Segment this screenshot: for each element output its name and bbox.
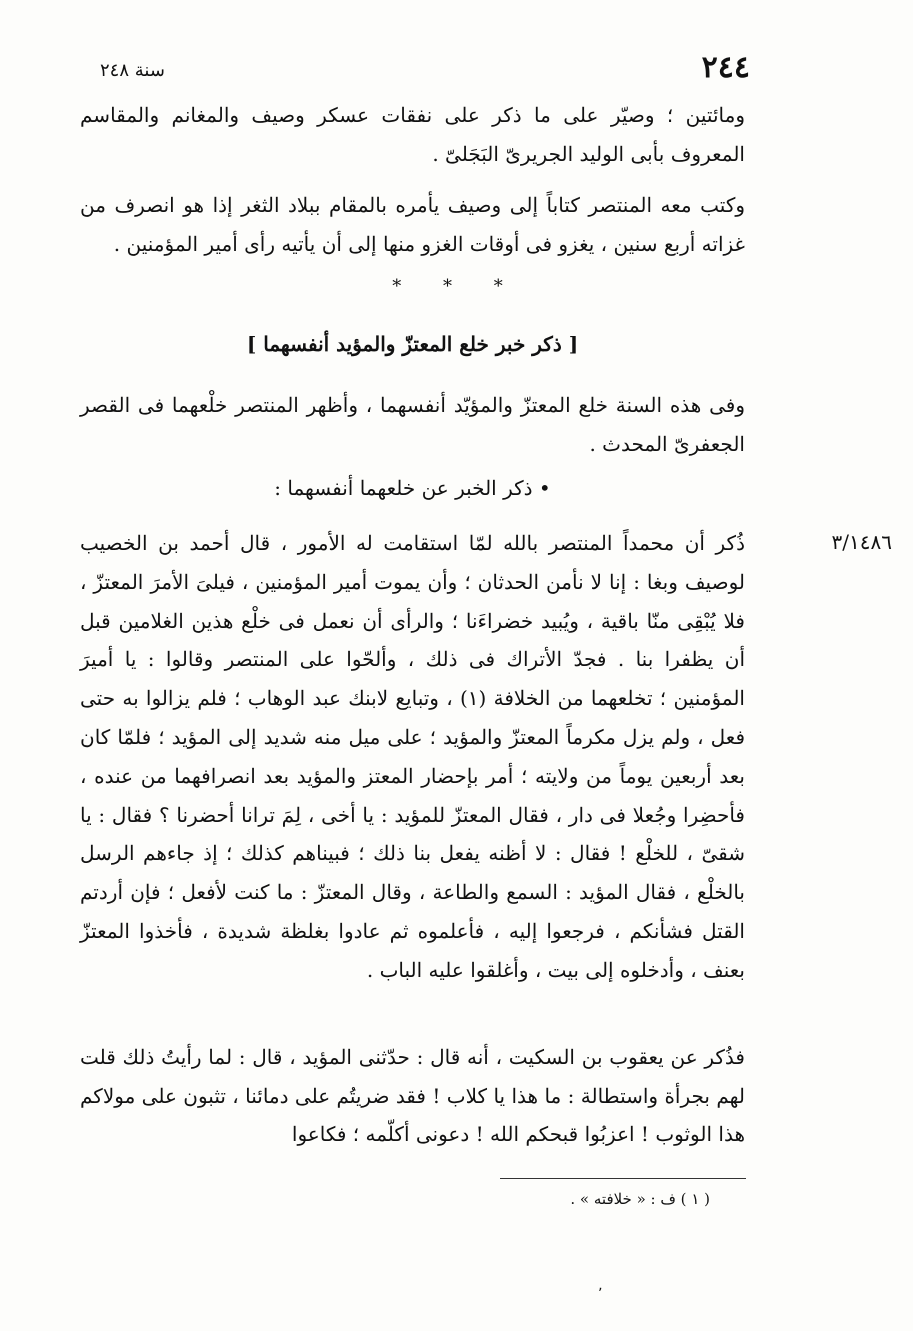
- paragraph-2: وكتب معه المنتصر كتاباً إلى وصيف يأمره بالمقام ببلاد الثغر إذا هو انصرف من غزاته أربع سنين ، يغزو فى أوقات الغزو منها إلى أن يأتيه رأى أمير المؤمنين .: [80, 193, 745, 256]
- paragraph-1: ومائتين ؛ وصيّر على ما ذكر على نفقات عسكر وصيف والمغانم والمقاسم المعروف بأبى الوليد الجريرىّ البَجَلىّ .: [80, 103, 745, 166]
- page-mark: ٬: [598, 1286, 603, 1302]
- footnote: ( ١ ) ف : « خلافته » .: [570, 1190, 710, 1208]
- subheading: • ذكر الخبر عن خلعهما أنفسهما :: [274, 476, 551, 500]
- running-header-year: سنة ٢٤٨: [100, 60, 165, 81]
- footnote-divider: [500, 1178, 746, 1179]
- page-number: ٢٤٤: [701, 50, 750, 85]
- section-separator: * * *: [392, 276, 521, 297]
- paragraph-4: ذُكر أن محمداً المنتصر بالله لمّا استقامت له الأمور ، قال أحمد بن الخصيب لوصيف وبغا : إنا لا نأمن الحدثان ؛ وأن يموت أمير المؤمنين ، فيلىَ الأمرَ المعتزّ ، فلا يُبْقِى منّا باقية ، ويُبيد خضراءَنا ؛ والرأى أن نعمل فى خلْع هذين الغلامين قبل أن يظفرا بنا . فجدّ الأتراك فى ذلك ، وألحّوا على المنتصر وقالوا : يا أميرَ المؤمنين ؛ تخلعهما من الخلافة (١) ، وتبايع لابنك عبد الوهاب ؛ فلم يزالوا به حتى فعل ، ولم يزل مكرماً المعتزّ والمؤيد ؛ على ميل منه شديد إلى المؤيد ؛ فلمّا كان بعد أربعين يوماً من ولايته ؛ أمر بإحضار المعتز والمؤيد بعد انصرافهما من عنده ، فأحضِرا وجُعلا فى دار ، فقال المعتزّ للمؤيد : يا أخى ، لِمَ ترانا أحضرنا ؟ فقال : يا شقىّ ، للخلْع ! فقال : لا أظنه يفعل بنا ذلك ؛ فبيناهم كذلك ؛ إذ جاءهم الرسل بالخلْع ، فقال المؤيد : السمع والطاعة ، وقال المعتزّ : ما كنت لأفعل ؛ فإن أردتم القتل فشأنكم ، فرجعوا إليه ، فأعلموه ثم عادوا بغلظة شديدة ، فأخذوا المعتزّ بعنف ، وأدخلوه إلى بيت ، وأغلقوا عليه الباب .: [80, 531, 745, 982]
- page-header: [90, 50, 750, 90]
- margin-reference: ٣/١٤٨٦: [831, 530, 892, 554]
- paragraph-3: وفى هذه السنة خلع المعتزّ والمؤيّد أنفسهما ، وأظهر المنتصر خلْعهما فى القصر الجعفرىّ المحدث .: [80, 393, 745, 456]
- section-heading: [ ذكر خبر خلع المعتزّ والمؤيد أنفسهما ]: [246, 332, 579, 356]
- paragraph-5: فذُكر عن يعقوب بن السكيت ، أنه قال : حدّثنى المؤيد ، قال : لما رأيتُ ذلك قلت لهم بجرأة واستطالة : ما هذا يا كلاب ! فقد ضريتُم على دمائنا ، تثبون على مولاكم هذا الوثوب ! اعزبُوا قبحكم الله ! دعونى أكلّمه ؛ فكاعوا: [80, 1045, 745, 1146]
